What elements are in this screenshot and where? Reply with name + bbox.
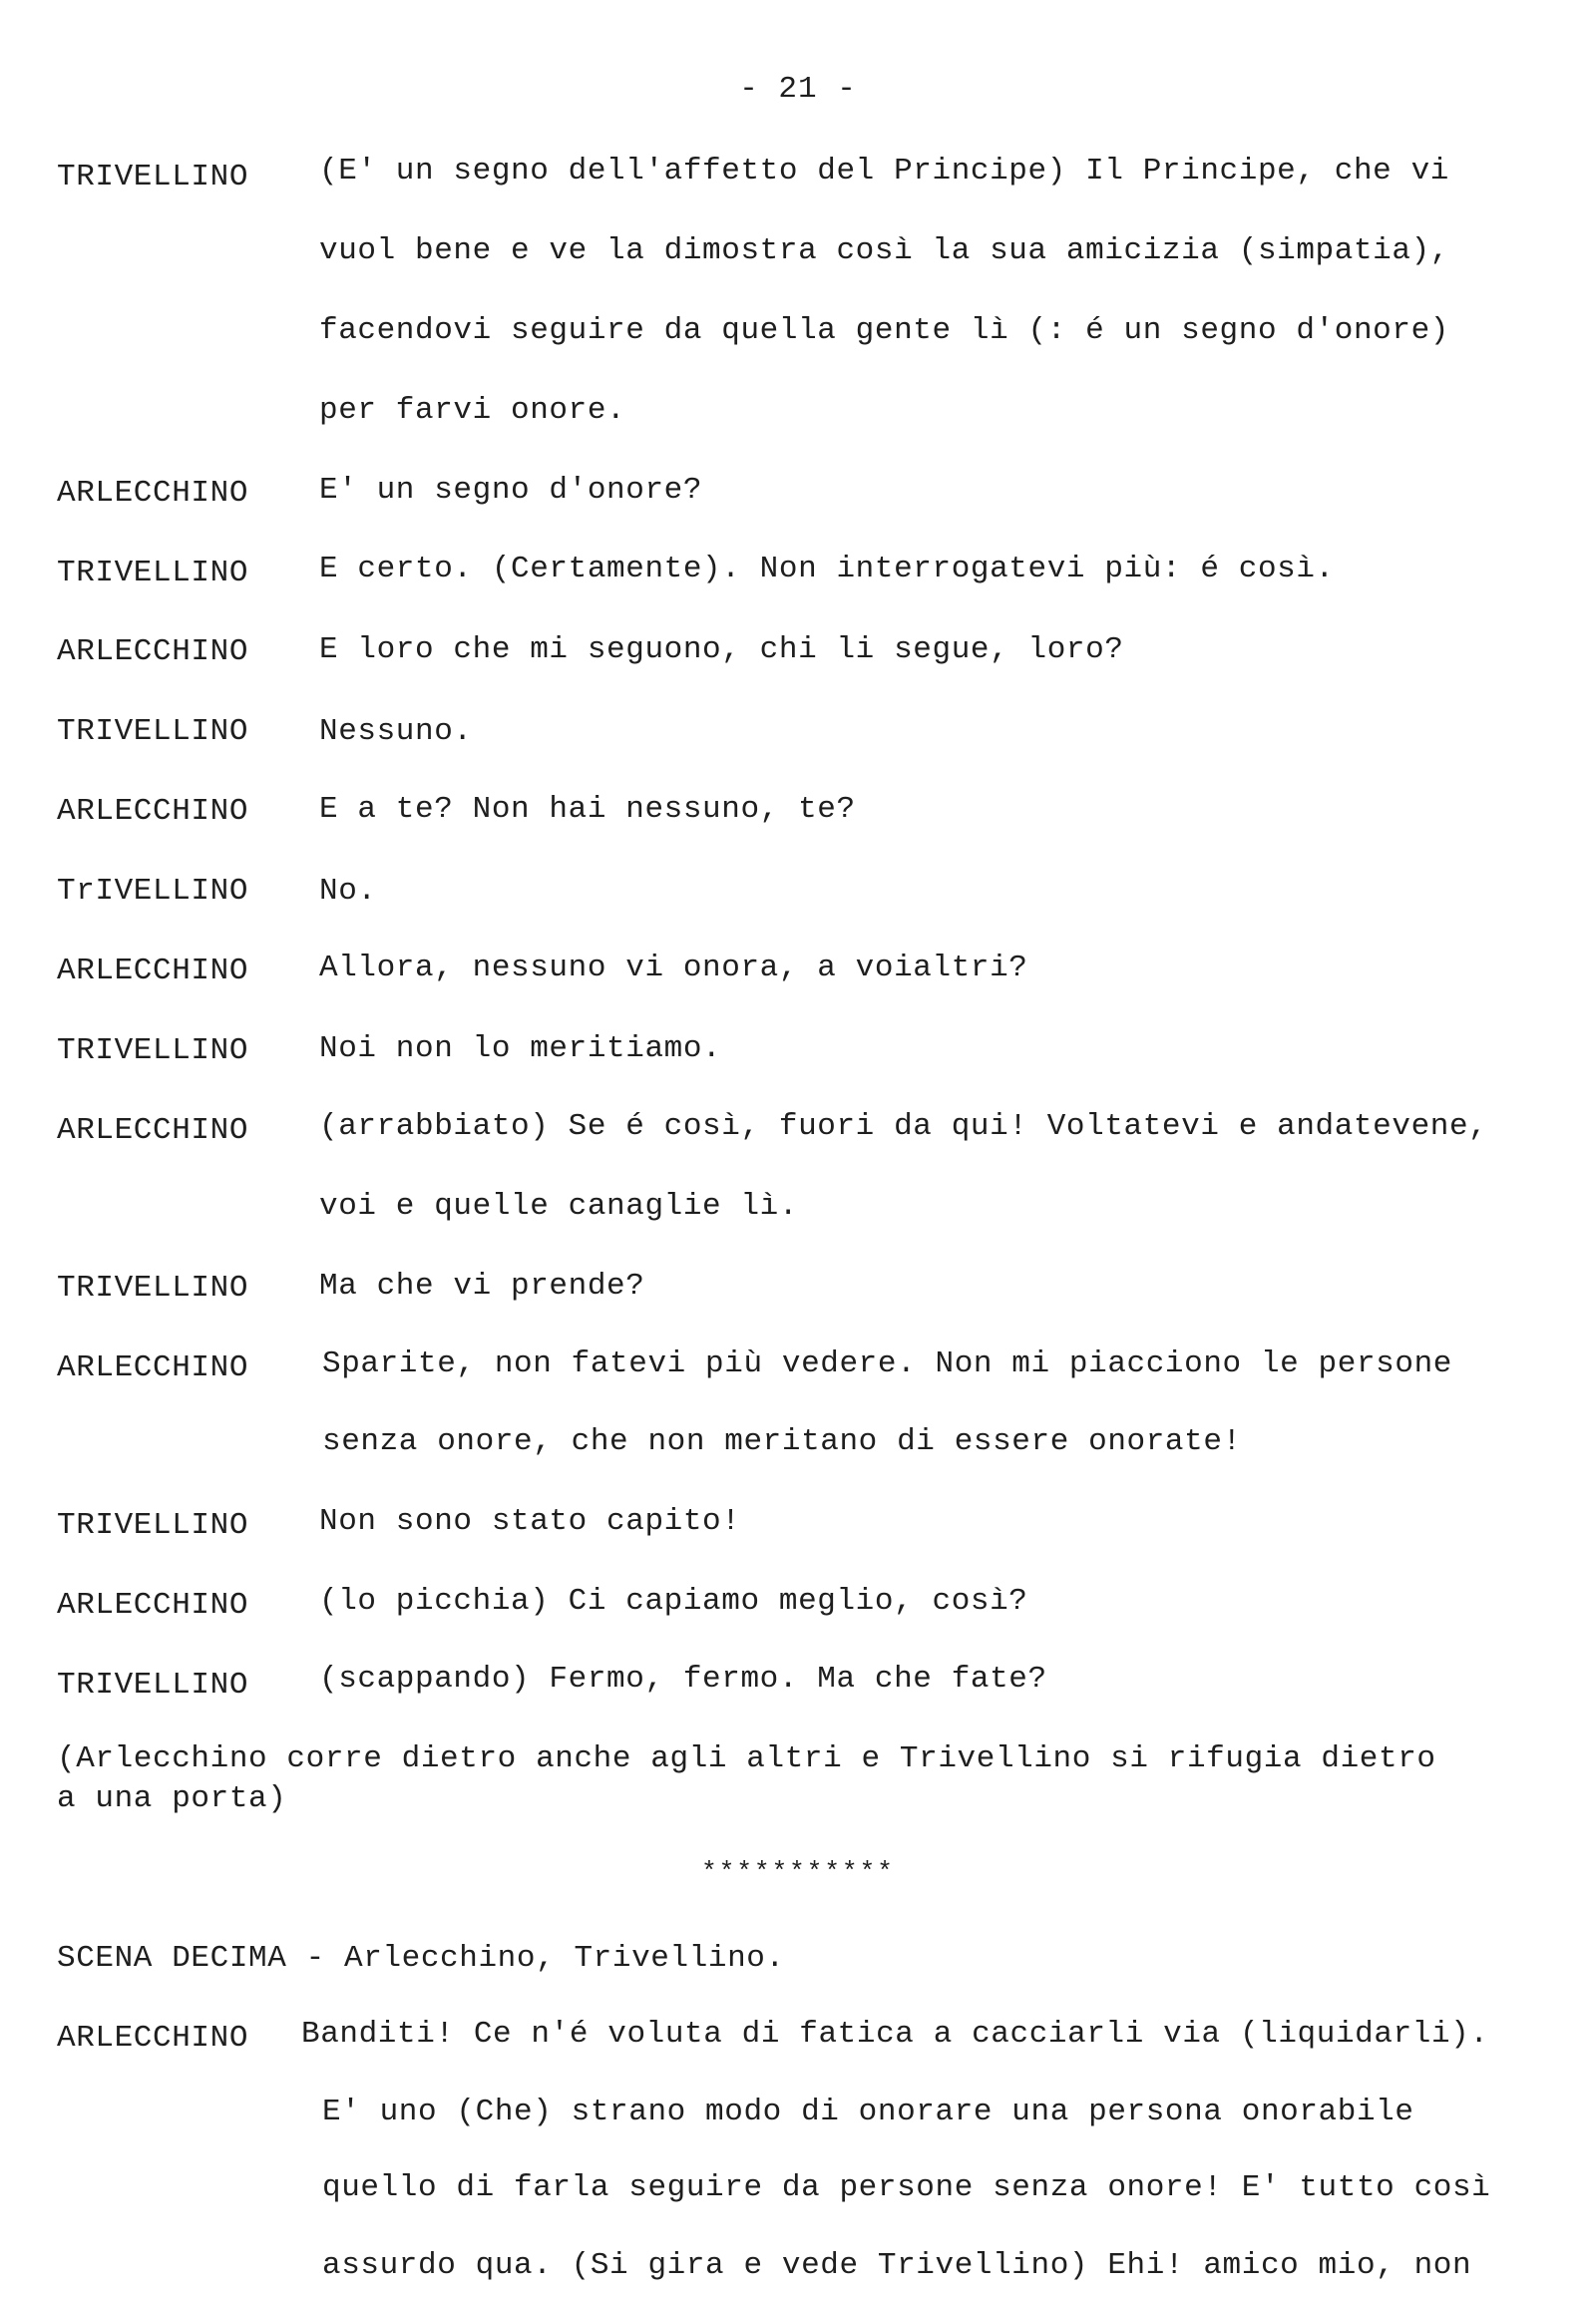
dialogue-line: E loro che mi seguono, chi li segue, loro? (319, 632, 1124, 667)
speaker-name: TRIVELLINO (57, 1508, 249, 1543)
dialogue-line: (lo picchia) Ci capiamo meglio, così? (319, 1584, 1028, 1619)
stage-direction: (Arlecchino corre dietro anche agli altri e Trivellino si rifugia dietro (57, 1741, 1436, 1776)
page-number: - 21 - (739, 72, 857, 107)
speaker-name: TRIVELLINO (57, 556, 249, 590)
dialogue-line: Sparite, non fatevi più vedere. Non mi piacciono le persone (322, 1346, 1452, 1381)
speaker-name: TrIVELLINO (57, 874, 249, 909)
dialogue-line: Nessuno. (319, 714, 473, 749)
dialogue-line: E' un segno d'onore? (319, 473, 703, 508)
speaker-name: TRIVELLINO (57, 160, 249, 194)
speaker-name: ARLECCHINO (57, 634, 249, 669)
speaker-name: TRIVELLINO (57, 1668, 249, 1703)
section-separator: *********** (701, 1857, 895, 1887)
dialogue-line: (E' un segno dell'affetto del Principe) Il Principe, che vi (319, 154, 1449, 189)
speaker-name: ARLECCHINO (57, 1588, 249, 1623)
dialogue-line: vuol bene e ve la dimostra così la sua amicizia (simpatia), (319, 233, 1449, 268)
dialogue-line: Non sono stato capito! (319, 1504, 741, 1539)
dialogue-line: assurdo qua. (Si gira e vede Trivellino) Ehi! amico mio, non (322, 2248, 1472, 2283)
dialogue-line: per farvi onore. (319, 393, 626, 428)
dialogue-line: senza onore, che non meritano di essere onorate! (322, 1424, 1242, 1459)
scene-heading: SCENA DECIMA - Arlecchino, Trivellino. (57, 1941, 785, 1976)
dialogue-line: Banditi! Ce n'é voluta di fatica a cacciarli via (liquidarli). (301, 2017, 1489, 2052)
dialogue-line: Allora, nessuno vi onora, a voialtri? (319, 951, 1028, 985)
speaker-name: ARLECCHINO (57, 2021, 249, 2056)
dialogue-line: Noi non lo meritiamo. (319, 1031, 722, 1066)
dialogue-line: E' uno (Che) strano modo di onorare una persona onorabile (322, 2095, 1414, 2129)
speaker-name: ARLECCHINO (57, 1113, 249, 1148)
dialogue-line: quello di farla seguire da persone senza onore! E' tutto così (322, 2170, 1491, 2205)
speaker-name: TRIVELLINO (57, 1271, 249, 1306)
dialogue-line: Ma che vi prende? (319, 1269, 645, 1304)
dialogue-line: E certo. (Certamente). Non interrogatevi più: é così. (319, 552, 1335, 586)
speaker-name: ARLECCHINO (57, 476, 249, 511)
speaker-name: TRIVELLINO (57, 714, 249, 749)
speaker-name: ARLECCHINO (57, 794, 249, 829)
speaker-name: ARLECCHINO (57, 1350, 249, 1385)
speaker-name: TRIVELLINO (57, 1033, 249, 1068)
dialogue-line: facendovi seguire da quella gente lì (: é un segno d'onore) (319, 313, 1449, 348)
dialogue-line: voi e quelle canaglie lì. (319, 1189, 799, 1224)
speaker-name: ARLECCHINO (57, 954, 249, 988)
dialogue-line: No. (319, 874, 377, 909)
dialogue-line: (scappando) Fermo, fermo. Ma che fate? (319, 1662, 1047, 1697)
dialogue-line: (arrabbiato) Se é così, fuori da qui! Voltatevi e andatevene, (319, 1109, 1488, 1144)
stage-direction: a una porta) (57, 1781, 287, 1816)
dialogue-line: E a te? Non hai nessuno, te? (319, 792, 856, 827)
